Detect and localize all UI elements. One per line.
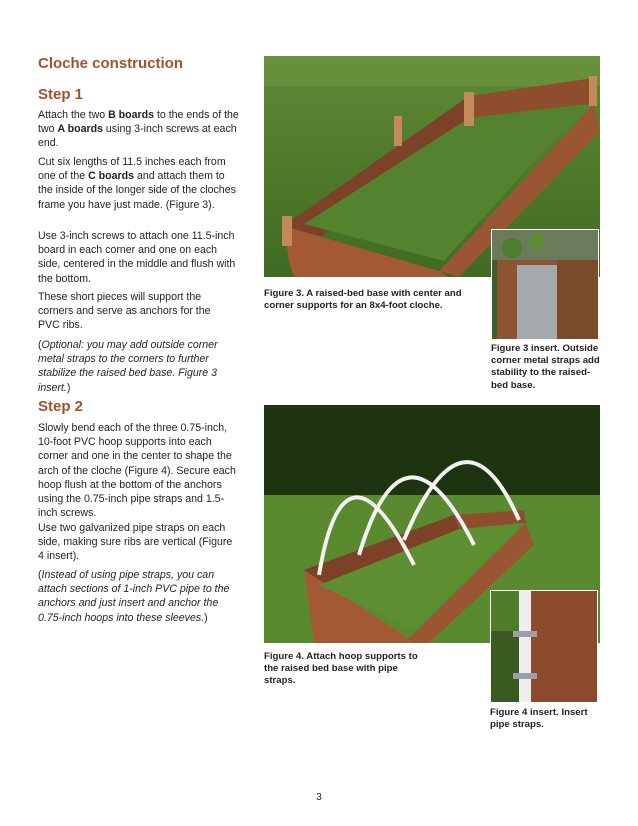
figure4-caption: Figure 4. Attach hoop supports to the raised bed base with pipe straps. [264, 651, 418, 687]
step2-note-close-paren: ) [204, 611, 208, 624]
step1-paragraph-1 [38, 108, 241, 151]
figure3-insert-caption: Figure 3 insert. Outside corner metal straps add stability to the raised-bed base. [491, 343, 600, 391]
step1-note-open-paren: ( [38, 339, 42, 351]
section-heading: Cloche construction [38, 55, 184, 72]
step1-p1-text-2: to the ends of the two [38, 109, 239, 136]
step1-p1-text-3: using 3-inch screws at each end. [38, 123, 237, 150]
step1-p2-text-1: Cut six lengths of 11.5 inches each from one of the [38, 156, 226, 183]
step1-p1-bold-1: B boards [108, 109, 154, 121]
figure3-caption: Figure 3. A raised-bed base with center and corner supports for an 8x4-foot cloche. [264, 288, 462, 312]
step1-paragraph-2 [38, 155, 241, 212]
step2-note-open-paren: ( [38, 569, 42, 581]
step1-p2-text-2: and attach them to the inside of the longer side of the cloches frame you have just made. (Figure 3). [38, 170, 236, 211]
step2-note-text: Instead of using pipe straps, you can attach sections of 1-inch PVC pipe to the anchors and just insert and anchor the 0.75-inch hoops into these sleeves. [38, 569, 230, 624]
step2-paragraph-1: Slowly bend each of the three 0.75-inch, 10-foot PVC hoop supports into each corner and one in the center to shape the arch of the cloche (Figure 4). Secure each hoop flush at the bottom of the anchors using the 0.75-inch pipe straps and 1.5-inch screws. [38, 422, 236, 520]
page-number: 3 [316, 792, 322, 803]
figure3-insert-photo [491, 229, 599, 340]
step1-p1-bold-2: A boards [57, 123, 103, 136]
step1-p2-bold-1: C boards [88, 170, 134, 183]
step1-title: Step 1 [38, 86, 84, 103]
step1-note [38, 338, 241, 395]
step1-note-text: Optional: you may add outside corner metal straps to the corners to further stabilize the raised bed base. Figure 3 insert. [38, 339, 218, 394]
step2-title: Step 2 [38, 398, 84, 415]
step1-paragraph-3: Use 3-inch screws to attach one 11.5-inch board in each corner and one on each side, centered in the middle and flush with the bottom. [38, 230, 236, 285]
step1-p1-text-1: Attach the two [38, 109, 109, 121]
step2-note [38, 568, 241, 625]
step1-note-close-paren: ) [66, 381, 71, 394]
figure4-insert-caption: Figure 4 insert. Insert pipe straps. [490, 707, 588, 731]
figure4-insert-photo [490, 590, 598, 703]
step1-paragraph-4: These short pieces will support the corners and serve as anchors for the PVC ribs. [38, 291, 211, 332]
step2-paragraph-2: Use two galvanized pipe straps on each side, making sure ribs are vertical (Figure 4 insert). [38, 522, 233, 563]
